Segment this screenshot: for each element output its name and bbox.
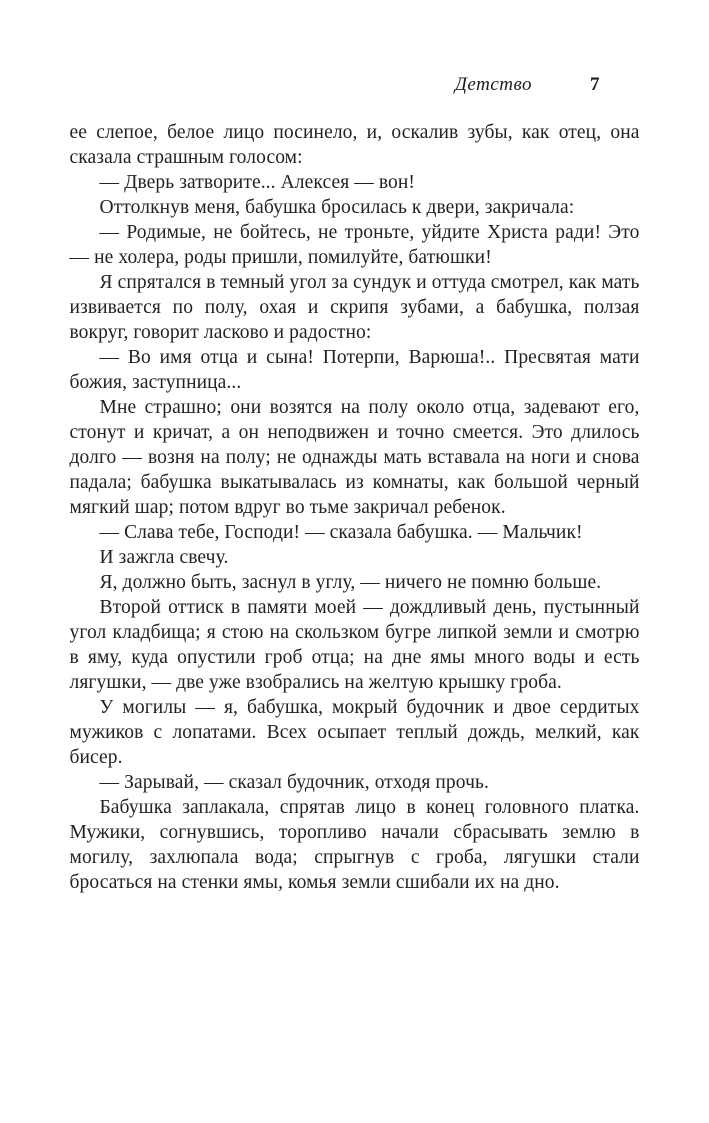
paragraph: Я, должно быть, заснул в углу, — ничего не помню больше. [99,572,602,593]
paragraph: Мне страшно; они возятся на полу около отца, задевают его, стонут и кричат, а он неподвижен и точно смеется. Это длилось долго — возня на полу; не однажды мать вставала на ноги и снова падала; бабушка выкатывалась из комнаты, как большой черный мягкий шар; потом вдруг во тьме закричал ребенок. [69,397,640,518]
running-head-title: Детство [454,74,532,95]
body-text [70,120,640,895]
paragraph: ее слепое, белое лицо посинело, и, оскалив зубы, как отец, она сказала страшным голосом: [69,122,640,168]
paragraph: — Во имя отца и сына! Потерпи, Варюша!.. Пресвятая мати божия, заступница... [69,347,640,393]
paragraph: — Зарывай, — сказал будочник, отходя прочь. [99,772,489,793]
paragraph: Бабушка заплакала, спрятав лицо в конец головного платка. Мужики, согнувшись, торопливо начали сбрасывать землю в могилу, захлюпала вода; спрыгнув с гроба, лягушки стали бросаться на стенки ямы, комья земли сшибали их на дно. [69,797,640,893]
paragraph: У могилы — я, бабушка, мокрый будочник и двое сердитых мужиков с лопатами. Всех осыпает теплый дождь, мелкий, как бисер. [69,697,640,768]
page-number: 7 [590,74,600,95]
paragraph: Второй оттиск в памяти моей — дождливый день, пустынный угол кладбища; я стою на скользком бугре липкой земли и смотрю в яму, куда опустили гроб отца; на дне ямы много воды и есть лягушки, — две уже взобрались на желтую крышку гроба. [69,597,640,693]
paragraph: И зажгла свечу. [99,547,229,568]
paragraph: Я спрятался в темный угол за сундук и оттуда смотрел, как мать извивается по полу, охая и скрипя зубами, а бабушка, ползая вокруг, говорит ласково и радостно: [69,272,640,343]
paragraph: — Слава тебе, Господи! — сказала бабушка. — Мальчик! [99,522,583,543]
paragraph: — Родимые, не бойтесь, не троньте, уйдите Христа ради! Это — не холера, роды пришли, помилуйте, батюшки! [69,222,640,268]
page-header [70,0,640,96]
paragraph: — Дверь затворите... Алексея — вон! [99,172,415,193]
paragraph: Оттолкнув меня, бабушка бросилась к двери, закричала: [99,197,575,218]
